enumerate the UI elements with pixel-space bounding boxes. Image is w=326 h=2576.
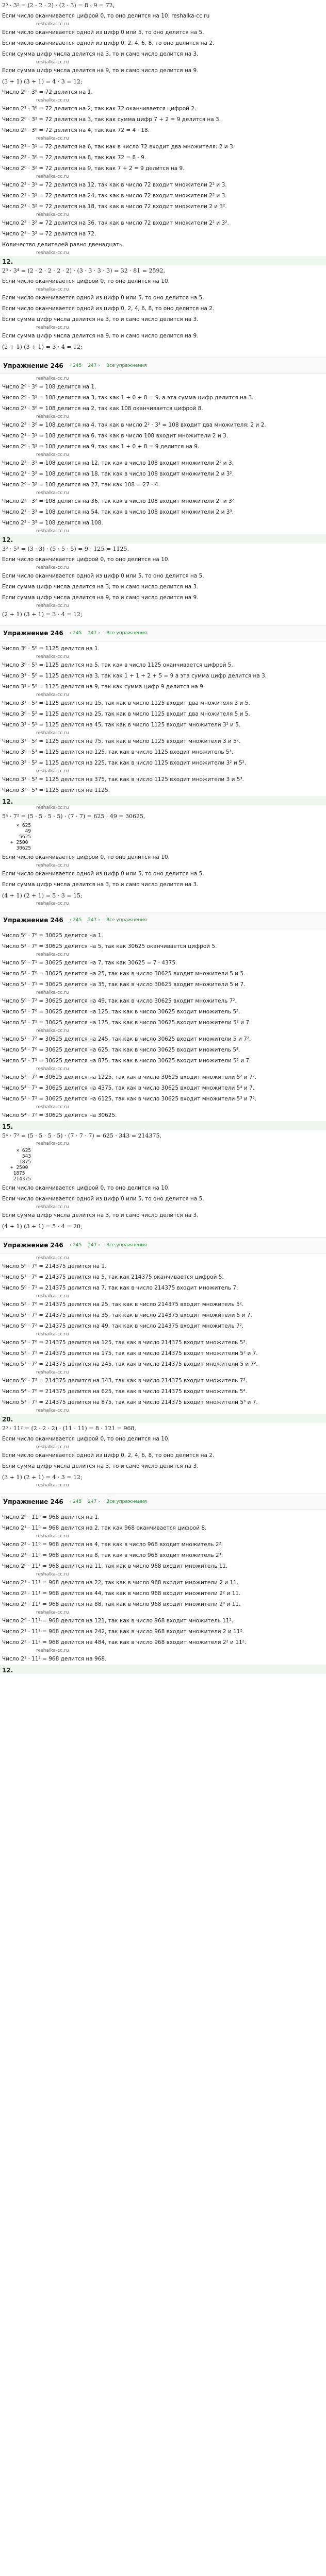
watermark-text: reshalka-cc.ru bbox=[36, 1066, 69, 1072]
text-line: Число 5¹ · 7⁰ = 214375 делится на 5, так как 214375 оканчивается цифрой 5. bbox=[2, 1274, 224, 1280]
text-line: Число 3⁰ · 5² = 1125 делится на 25, так как в число 1125 входит два множителя 5 и 5. bbox=[2, 711, 250, 717]
text-line: Если сумма цифр числа делится на 3, то и само число делится на 3. bbox=[2, 882, 199, 888]
watermark-text: reshalka-cc.ru bbox=[36, 1483, 69, 1488]
text-line: Число 2¹ · 3⁰ = 72 делится на 2, так как 72 оканчивается цифрой 2. bbox=[2, 106, 197, 112]
prev-exercise-button[interactable]: ‹ 245 bbox=[69, 631, 82, 636]
watermark-text: reshalka-cc.ru bbox=[36, 805, 69, 810]
text-line: Число 2² · 3⁰ = 72 делится на 4, так как 72 = 4 · 18. bbox=[2, 127, 150, 133]
all-exercises-link[interactable]: Все упражнения bbox=[106, 363, 147, 368]
watermark-text: reshalka-cc.ru bbox=[36, 60, 69, 65]
text-line: Число 3¹ · 5³ = 1125 делится на 375, так как в число 1125 входит множители 3 и 5³. bbox=[2, 776, 244, 783]
text-line: Число 2² · 3³ = 108 делится на 108. bbox=[2, 520, 103, 526]
text-line: Если число оканчивается одной из цифр 0, 2, 4, 6, 8, то оно делится на 2. bbox=[2, 40, 215, 46]
next-exercise-button[interactable]: 247 › bbox=[88, 631, 100, 636]
text-line: Число 2² · 11¹ = 968 делится на 44, так как в число 968 входит множители 2² и 11. bbox=[2, 1590, 241, 1597]
text-line: Число 2¹ · 11⁰ = 968 делится на 2, так как 968 оканчивается цифрой 8. bbox=[2, 1525, 207, 1531]
prev-exercise-button[interactable]: ‹ 245 bbox=[69, 363, 82, 368]
text-line: Число 2² · 11² = 968 делится на 484, так как в число 968 входит множители 2² и 11². bbox=[2, 1639, 247, 1646]
text-line: Число 5⁴ · 7¹ = 30625 делится на 4375, так как в число 30625 входит множители 5⁴ и 7. bbox=[2, 1085, 255, 1091]
text-line: Число 5⁰ · 7¹ = 30625 делится на 7, так как 30625 = 7 · 4375. bbox=[2, 960, 177, 966]
watermark-text: reshalka-cc.ru bbox=[36, 769, 69, 774]
formula-line: 2⁵ · 3⁴ = (2 · 2 · 2 · 2 · 2) · (3 · 3 · 3 · 3) = 32 · 81 = 2592, bbox=[2, 267, 165, 274]
text-line: Число 2⁰ · 3⁰ = 72 делится на 1. bbox=[2, 89, 93, 95]
text-line: Число 2¹ · 3³ = 108 делится на 54, так как в число 108 входит множители 2 и 3³. bbox=[2, 509, 234, 515]
text-line: Число 2¹ · 3¹ = 108 делится на 6, так как в число 108 входит множители 2 и 3. bbox=[2, 433, 229, 439]
text-line: Число 5³ · 7⁰ = 214375 делится на 125, так как в число 214375 входит множитель 5³. bbox=[2, 1340, 247, 1346]
text-line: Число 5⁴ · 7² = 30625 делится на 30625. bbox=[2, 1112, 117, 1118]
exercise-header bbox=[0, 912, 326, 928]
prev-exercise-button[interactable]: ‹ 245 bbox=[69, 1243, 82, 1248]
watermark-text: reshalka-cc.ru bbox=[36, 490, 69, 496]
text-line: Если число оканчивается цифрой 0, то оно делится на 10. bbox=[2, 854, 170, 860]
answer-tag: 20. bbox=[0, 1414, 326, 1423]
text-line: Если число оканчивается одной из цифр 0 или 5, то оно делится на 5. bbox=[2, 29, 204, 36]
text-line: Если число оканчивается одной из цифр 0 или 5, то оно делится на 5. bbox=[2, 573, 204, 579]
formula-line: (4 + 1) (2 + 1) = 5 · 3 = 15; bbox=[2, 892, 83, 899]
next-exercise-button[interactable]: 247 › bbox=[88, 1243, 100, 1248]
text-line: Число 2¹ · 3² = 72 делится на 18, так как в число 72 входит множители 2 и 3². bbox=[2, 204, 227, 210]
text-line: Если сумма цифр числа делится на 3, то и само число делится на 3. bbox=[2, 1463, 199, 1469]
text-line: Если число оканчивается цифрой 0, то оно делится на 10. bbox=[2, 1185, 170, 1191]
exercise-header bbox=[0, 1494, 326, 1510]
watermark-text: reshalka-cc.ru bbox=[36, 692, 69, 698]
text-line: Число 5¹ · 7² = 214375 делится на 245, так как в число 214375 входит множители 5 и 7². bbox=[2, 1361, 258, 1367]
formula-line: 5⁴ · 7³ = (5 · 5 · 5 · 5) · (7 · 7 · 7) = 625 · 343 = 214375, bbox=[2, 1132, 161, 1139]
exercise-title: Упражнение 246 bbox=[3, 630, 63, 637]
watermark-text: reshalka-cc.ru bbox=[36, 136, 69, 141]
text-line: Число 2¹ · 3¹ = 72 делится на 6, так как в число 72 входит два множителя: 2 и 3. bbox=[2, 144, 235, 150]
text-line: Число 5⁴ · 7⁰ = 30625 делится на 625, так как в число 30625 входит множитель 5⁴. bbox=[2, 1047, 240, 1053]
text-line: Число 2² · 3¹ = 108 делится на 12, так как в число 108 входит множители 2² и 3. bbox=[2, 460, 234, 466]
answer-tag: 12. bbox=[0, 256, 326, 265]
text-line: Число 5¹ · 7⁰ = 30625 делится на 5, так как 30625 оканчивается цифрой 5. bbox=[2, 943, 217, 950]
text-line: Число 5² · 7¹ = 214375 делится на 175, так как в число 214375 входит множители 5² и 7. bbox=[2, 1350, 258, 1357]
watermark-text: reshalka-cc.ru bbox=[36, 1648, 69, 1653]
text-line: Число 2¹ · 11² = 968 делится на 242, так как в число 968 входит множители 2 и 11². bbox=[2, 1629, 244, 1635]
watermark-text: reshalka-cc.ru bbox=[36, 1408, 69, 1413]
watermark-text: reshalka-cc.ru bbox=[36, 1105, 69, 1110]
watermark-text: reshalka-cc.ru bbox=[36, 863, 69, 868]
text-line: Число 5⁰ · 7² = 214375 делится на 49, так как в число 214375 входит множитель 7². bbox=[2, 1323, 244, 1329]
text-line: Если сумма цифр числа делится на 3, то и само число делится на 3. bbox=[2, 1212, 199, 1218]
prev-exercise-button[interactable]: ‹ 245 bbox=[69, 1499, 82, 1504]
text-line: Число 5³ · 7¹ = 214375 делится на 875, так как в число 214375 входит множители 5³ и 7. bbox=[2, 1399, 258, 1405]
exercise-header bbox=[0, 625, 326, 641]
text-line: Число 5² · 7⁰ = 30625 делится на 25, так как в число 30625 входит множители 5 и 5. bbox=[2, 971, 246, 977]
text-line: Число 2⁰ · 11² = 968 делится на 121, так как в число 968 входит множитель 11². bbox=[2, 1618, 234, 1624]
text-line: Если число оканчивается цифрой 0, то оно делится на 10. bbox=[2, 278, 170, 284]
formula-line: 3² · 5³ = (3 · 3) · (5 · 5 · 5) = 9 · 125 = 1125. bbox=[2, 546, 129, 552]
text-line: Количество делителей равно двенадцать. bbox=[2, 242, 124, 248]
text-line: Число 2³ · 3¹ = 72 делится на 24, так как в число 72 входит множители 2³ и 3. bbox=[2, 193, 227, 199]
watermark-text: reshalka-cc.ru bbox=[36, 529, 69, 534]
text-line: Если число оканчивается одной из цифр 0 или 5, то оно делится на 5. bbox=[2, 1196, 204, 1202]
watermark-text: reshalka-cc.ru bbox=[36, 990, 69, 995]
watermark-text: reshalka-cc.ru bbox=[36, 1332, 69, 1337]
text-line: Если число оканчивается одной из цифр 0, 2, 4, 6, 8, то оно делится на 2. bbox=[2, 1452, 215, 1459]
text-line: Число 5⁰ · 7⁰ = 214375 делится на 1. bbox=[2, 1263, 107, 1269]
text-line: Число 3⁰ · 5³ = 1125 делится на 125, так как в число 1125 входит множитель 5³. bbox=[2, 749, 234, 755]
watermark-text: reshalka-cc.ru bbox=[36, 414, 69, 419]
next-exercise-button[interactable]: 247 › bbox=[88, 363, 100, 368]
all-exercises-link[interactable]: Все упражнения bbox=[106, 1499, 147, 1504]
text-line: Число 3¹ · 5² = 1125 делится на 75, так как в число 1125 входит множители 3 и 5². bbox=[2, 738, 241, 744]
text-line: Если сумма цифр числа делится на 3, то и само число делится на 3. bbox=[2, 51, 199, 57]
watermark-text: reshalka-cc.ru bbox=[36, 565, 69, 570]
text-line: Число 5⁴ · 7⁰ = 214375 делится на 625, так как в число 214375 входит множитель 5⁴. bbox=[2, 1388, 247, 1395]
all-exercises-link[interactable]: Все упражнения bbox=[106, 918, 147, 923]
text-line: Число 5² · 7⁰ = 214375 делится на 25, так как в число 214375 входит множитель 5². bbox=[2, 1301, 244, 1308]
watermark-text: reshalka-cc.ru bbox=[36, 325, 69, 330]
text-line: Если число оканчивается цифрой 0, то оно делится на 10. bbox=[2, 556, 170, 563]
watermark-text: reshalka-cc.ru bbox=[36, 731, 69, 736]
text-line: Число 5³ · 7¹ = 30625 делится на 875, так как в число 30625 входит множители 5³ и 7. bbox=[2, 1058, 251, 1064]
text-line: Число 3² · 5² = 1125 делится на 225, так как в число 1125 входит множители 3² и 5². bbox=[2, 760, 247, 766]
text-line: Число 2² · 3² = 108 делится на 36, так как в число 108 входит множители 2² и 3². bbox=[2, 498, 236, 504]
text-line: Число 2² · 11⁰ = 968 делится на 4, так как в число 968 входит множитель 2². bbox=[2, 1541, 223, 1548]
text-line: Число 2² · 3¹ = 72 делится на 12, так как в число 72 входит множители 2² и 3. bbox=[2, 182, 227, 188]
text-line: Число 5⁰ · 7² = 30625 делится на 49, так как в число 30625 входит множитель 7². bbox=[2, 998, 237, 1004]
text-line: Число 2⁰ · 11⁰ = 968 делится на 1. bbox=[2, 1514, 100, 1520]
text-line: Число 3² · 5¹ = 1125 делится на 45, так как в число 1125 входит множители 3² и 5. bbox=[2, 722, 241, 728]
text-line: Если число оканчивается одной из цифр 0 или 5, то оно делится на 5. bbox=[2, 295, 204, 301]
text-line: Число 2³ · 11⁰ = 968 делится на 8, так как в число 968 входит множитель 2³. bbox=[2, 1552, 223, 1558]
watermark-text: reshalka-cc.ru bbox=[36, 22, 69, 27]
text-line: Число 3¹ · 5⁰ = 1125 делится на 3, так как 1 + 1 + 2 + 5 = 9 а эта сумма цифр делится на 3. bbox=[2, 673, 267, 679]
answer-tag: 12. bbox=[0, 534, 326, 544]
answer-tag: 12. bbox=[0, 1665, 326, 1674]
watermark-text: reshalka-cc.ru bbox=[36, 1028, 69, 1033]
watermark-text: reshalka-cc.ru bbox=[36, 1534, 69, 1539]
text-line: Если число оканчивается одной из цифр 0 или 5, то оно делится на 5. bbox=[2, 871, 204, 877]
text-line: Число 2² · 3² = 72 делится на 36, так как в число 72 входит множители 2² и 3². bbox=[2, 220, 229, 226]
watermark-text: reshalka-cc.ru bbox=[36, 376, 69, 381]
text-line: Число 2¹ · 3⁰ = 108 делится на 2, так как 108 оканчивается цифрой 8. bbox=[2, 405, 203, 412]
text-line: Число 2³ · 11¹ = 968 делится на 88, так как в число 968 входит множители 2³ и 11. bbox=[2, 1601, 241, 1607]
text-line: Число 2¹ · 3² = 108 делится на 18, так как в число 108 входит множители 2 и 3². bbox=[2, 471, 234, 477]
prev-exercise-button[interactable]: ‹ 245 bbox=[69, 918, 82, 923]
exercise-title: Упражнение 246 bbox=[3, 1242, 63, 1249]
watermark-text: reshalka-cc.ru bbox=[36, 1294, 69, 1299]
watermark-text: reshalka-cc.ru bbox=[36, 1256, 69, 1261]
text-line: Число 2⁰ · 3² = 72 делится на 9, так как 7 + 2 = 9 делится на 9. bbox=[2, 165, 185, 172]
text-line: Число 5⁰ · 7¹ = 214375 делится на 7, так как в число 214375 входит множитель 7. bbox=[2, 1285, 238, 1291]
text-line: Число 2³ · 3⁰ = 72 делится на 8, так как 72 = 8 · 9. bbox=[2, 155, 146, 161]
formula-line: 2³ · 11² = (2 · 2 · 2) · (11 · 11) = 8 · 121 = 968, bbox=[2, 1425, 137, 1432]
watermark-text: reshalka-cc.ru bbox=[36, 1370, 69, 1375]
text-line: Число 2⁰ · 3³ = 108 делится на 27, так как 108 = 27 · 4. bbox=[2, 482, 160, 488]
text-line: Число 5³ · 7² = 30625 делится на 6125, так как в число 30625 входит множители 5³ и 7². bbox=[2, 1096, 257, 1102]
text-line: Число 5³ · 7⁰ = 30625 делится на 125, так как в число 30625 входит множитель 5³. bbox=[2, 1009, 240, 1015]
text-line: Если сумма цифр числа делится на 9, то и само число делится на 9. bbox=[2, 333, 199, 339]
watermark-text: reshalka-cc.ru bbox=[36, 901, 69, 906]
exercise-header bbox=[0, 358, 326, 374]
formula-line: 2⁵ · 3² = (2 · 2 · 2) · (2 · 3) = 8 · 9 = 72, bbox=[2, 2, 115, 9]
watermark-text: reshalka-cc.ru bbox=[36, 98, 69, 103]
watermark-text: reshalka-cc.ru bbox=[36, 1205, 69, 1210]
text-line: Число 2⁰ · 3¹ = 72 делится на 3, так как сумма цифр 7 + 2 = 9 делится на 3. bbox=[2, 116, 221, 123]
text-line: Если число оканчивается цифрой 0, то оно делится на 10. reshalka-cc.ru bbox=[2, 13, 210, 19]
text-line: Число 5² · 7² = 30625 делится на 1225, так как в число 30625 входит множители 5² и 7². bbox=[2, 1074, 257, 1080]
text-line: Если сумма цифр числа делится на 3, то и само число делится на 3. bbox=[2, 584, 199, 590]
text-line: Число 5⁰ · 7⁰ = 30625 делится на 1. bbox=[2, 933, 103, 939]
exercise-title: Упражнение 246 bbox=[3, 1498, 63, 1505]
formula-line: (2 + 1) (3 + 1) = 3 · 4 = 12; bbox=[2, 611, 83, 618]
formula-line: (3 + 1) (2 + 1) = 4 · 3 = 12; bbox=[2, 1474, 83, 1481]
text-line: Число 3¹ · 5¹ = 1125 делится на 15, так как в число 1125 входит два множителя 3 и 5. bbox=[2, 700, 250, 706]
text-line: Число 5¹ · 7² = 30625 делится на 245, так как в число 30625 входит множители 5 и 7². bbox=[2, 1036, 251, 1042]
watermark-text: reshalka-cc.ru bbox=[36, 1141, 69, 1146]
answer-tag: 12. bbox=[0, 796, 326, 805]
exercise-header bbox=[0, 1237, 326, 1253]
next-exercise-button[interactable]: 247 › bbox=[88, 1499, 100, 1504]
all-exercises-link[interactable]: Все упражнения bbox=[106, 631, 147, 636]
text-line: Число 2² · 3⁰ = 108 делится на 4, так как в число 2² · 3³ = 108 входит два множителя: 2 и 2. bbox=[2, 422, 266, 428]
text-line: Число 5¹ · 7¹ = 30625 делится на 35, так как в число 30625 входит множители 5 и 7. bbox=[2, 981, 246, 988]
exercise-title: Упражнение 246 bbox=[3, 917, 63, 924]
text-line: Число 2⁰ · 3⁰ = 108 делится на 1. bbox=[2, 384, 96, 390]
watermark-text: reshalka-cc.ru bbox=[36, 287, 69, 292]
text-line: Если число оканчивается одной из цифр 0, 2, 4, 6, 8, то оно делится на 2. bbox=[2, 306, 215, 312]
watermark-text: reshalka-cc.ru bbox=[36, 654, 69, 659]
text-line: Число 2⁰ · 3² = 108 делится на 9, так как 1 + 0 + 8 = 9 делится на 9. bbox=[2, 444, 200, 450]
text-line: Если сумма цифр числа делится на 3, то и само число делится на 3. bbox=[2, 316, 199, 323]
column-calculation: × 625 49 5625 + 2500 30625 bbox=[10, 823, 31, 851]
watermark-text: reshalka-cc.ru bbox=[36, 603, 69, 608]
text-line: Число 5⁰ · 7³ = 214375 делится на 343, так как в число 214375 входит множитель 7³. bbox=[2, 1378, 247, 1384]
answer-tag: 15. bbox=[0, 1121, 326, 1130]
watermark-text: reshalka-cc.ru bbox=[36, 452, 69, 457]
text-line: Число 5¹ · 7¹ = 214375 делится на 35, так как в число 214375 входит множители 5 и 7. bbox=[2, 1312, 252, 1318]
text-line: Если сумма цифр числа делится на 9, то и само число делится на 9. bbox=[2, 67, 199, 74]
watermark-text: reshalka-cc.ru bbox=[36, 952, 69, 957]
text-line: Если сумма цифр числа делится на 9, то и само число делится на 9. bbox=[2, 595, 199, 601]
watermark-text: reshalka-cc.ru bbox=[36, 1610, 69, 1615]
text-line: Число 3⁰ · 5¹ = 1125 делится на 5, так как в число 1125 оканчивается цифрой 5. bbox=[2, 662, 233, 668]
formula-line: (4 + 1) (3 + 1) = 5 · 4 = 20; bbox=[2, 1223, 83, 1230]
text-line: Число 3⁰ · 5⁰ = 1125 делится на 1. bbox=[2, 646, 100, 652]
text-line: Число 2³ · 3² = 72 делится на 72. bbox=[2, 231, 96, 237]
text-line: Число 2⁰ · 3¹ = 108 делится на 3, так как 1 + 0 + 8 = 9, а эта сумма цифр делится на 3. bbox=[2, 395, 254, 401]
text-line: Число 2¹ · 11¹ = 968 делится на 22, так как в число 968 входит множители 2 и 11. bbox=[2, 1580, 239, 1586]
watermark-text: reshalka-cc.ru bbox=[36, 212, 69, 217]
text-line: Если число оканчивается цифрой 0, то оно делится на 10. bbox=[2, 1436, 170, 1442]
text-line: Число 2⁰ · 11¹ = 968 делится на 11, так как в число 968 входит множитель 11. bbox=[2, 1563, 228, 1569]
watermark-text: reshalka-cc.ru bbox=[36, 1572, 69, 1577]
watermark-text: reshalka-cc.ru bbox=[36, 250, 69, 256]
text-line: Число 2³ · 11² = 968 делится на 968. bbox=[2, 1656, 107, 1662]
formula-line: (2 + 1) (3 + 1) = 3 · 4 = 12; bbox=[2, 344, 83, 350]
watermark-text: reshalka-cc.ru bbox=[36, 1445, 69, 1450]
next-exercise-button[interactable]: 247 › bbox=[88, 918, 100, 923]
text-line: Число 5² · 7¹ = 30625 делится на 175, так как в число 30625 входит множители 5² и 7. bbox=[2, 1020, 251, 1026]
text-line: Число 3² · 5³ = 1125 делится на 1125. bbox=[2, 787, 110, 793]
all-exercises-link[interactable]: Все упражнения bbox=[106, 1243, 147, 1248]
watermark-text: reshalka-cc.ru bbox=[36, 174, 69, 179]
column-calculation: × 625 343 1875 + 2500 1875 214375 bbox=[10, 1148, 31, 1182]
text-line: Число 3² · 5⁰ = 1125 делится на 9, так как сумма цифр 9 делится на 9. bbox=[2, 684, 205, 690]
exercise-title: Упражнение 246 bbox=[3, 362, 63, 369]
formula-line: 5⁴ · 7² = (5 · 5 · 5 · 5) · (7 · 7) = 625 · 49 = 30625, bbox=[2, 813, 145, 820]
formula-line: (3 + 1) (3 + 1) = 4 · 3 = 12; bbox=[2, 78, 83, 85]
